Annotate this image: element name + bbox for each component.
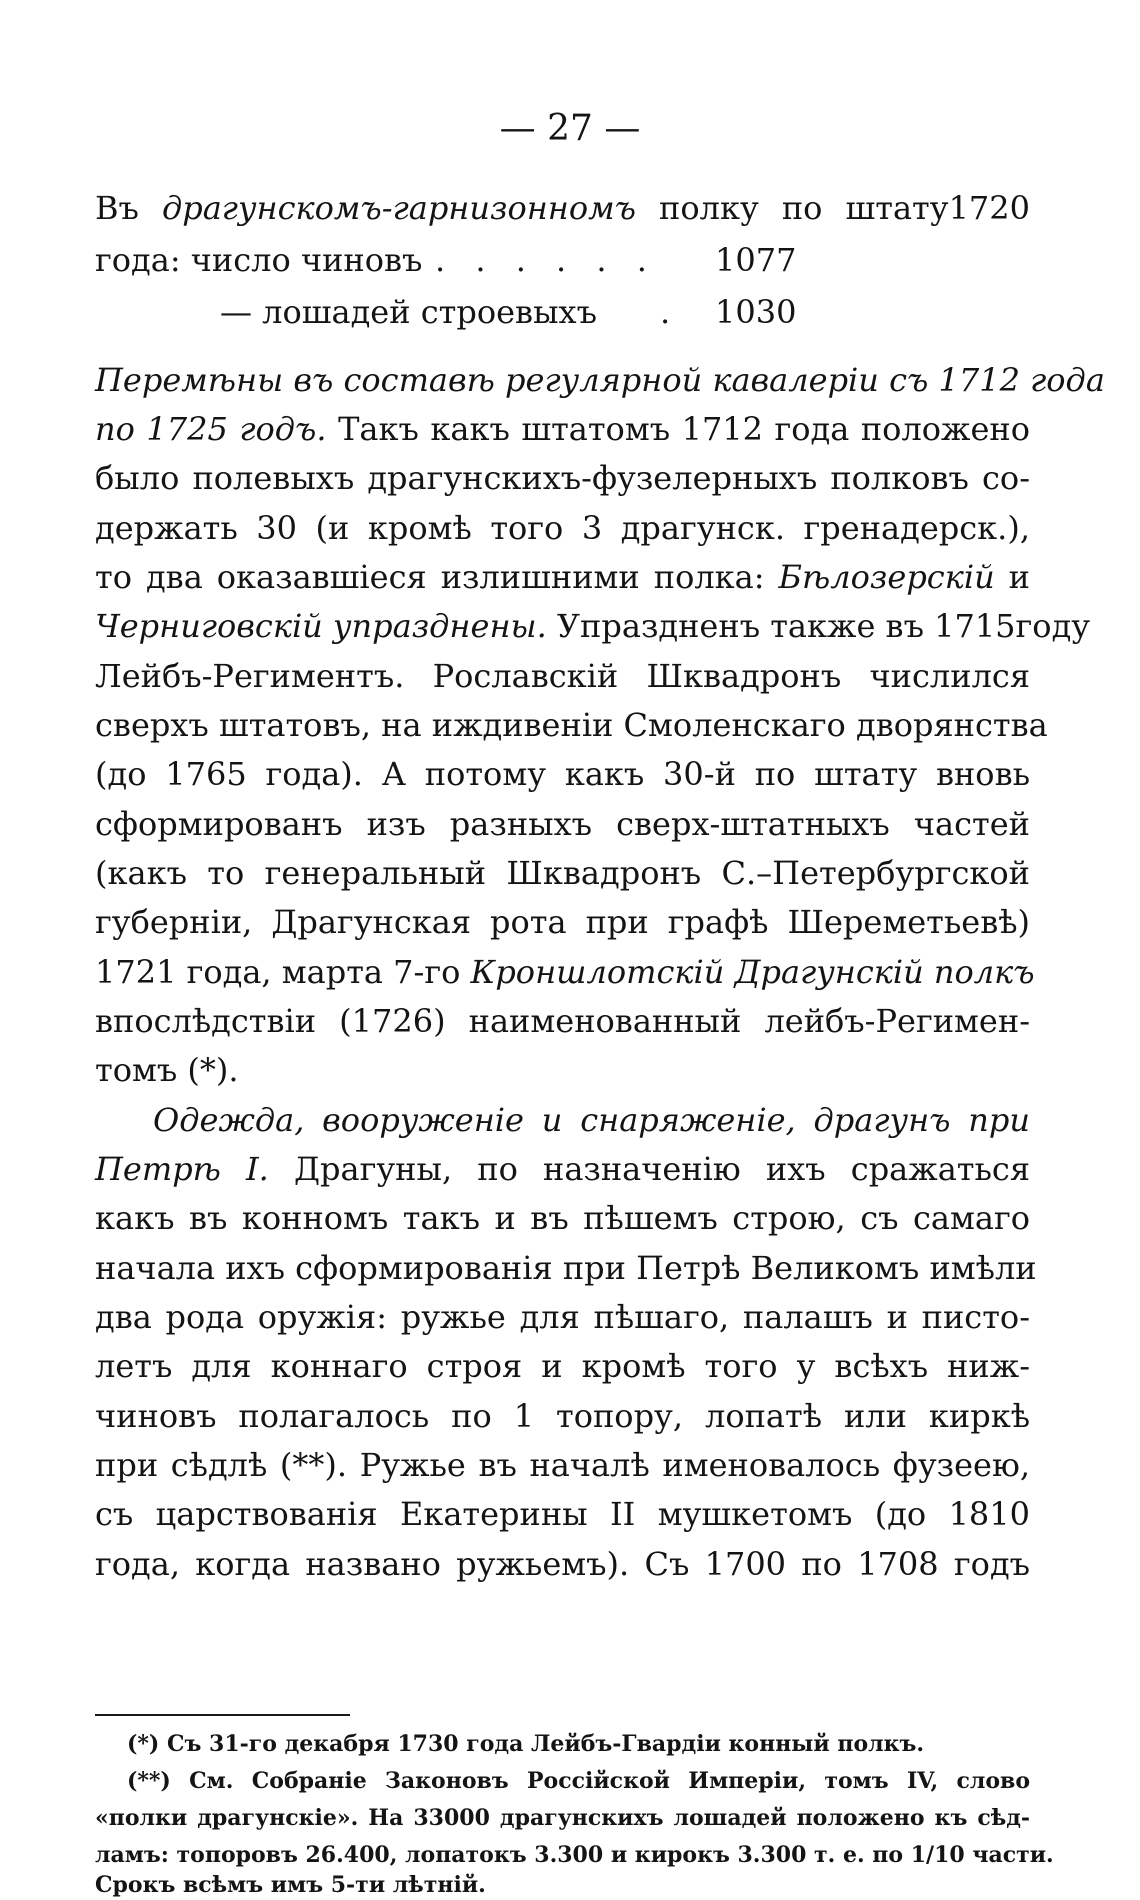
p1-line-2 (95, 409, 1030, 449)
table-row-ranks-value: 1077 (715, 241, 797, 279)
p1-line-5-b: и (994, 558, 1030, 596)
p2-line-9: съ царствованія Екатерины II мушкетомъ (до 1810 (95, 1495, 1030, 1533)
footnote-2-line-4: Срокъ всѣмъ имъ 5-ти лѣтній. (95, 1872, 486, 1898)
p1-line-6-italic: Черниговскій упразднены. (95, 607, 547, 645)
table-row-horses-dots: . (660, 293, 671, 331)
p1-line-14: впослѣдствіи (1726) наименованный лейбъ-Регимен- (95, 1002, 1030, 1040)
footnote-rule (95, 1714, 350, 1716)
p1-line-13 (95, 952, 1035, 992)
p1-line-12: губерніи, Драгунская рота при графѣ Шереметьевѣ) (95, 903, 1030, 941)
p1-line-11: (какъ то генеральный Шквадронъ С.–Петербургской (95, 854, 1030, 892)
table-row-ranks-dots: . . . . . . (435, 241, 657, 279)
p2-line-8: при сѣдлѣ (**). Ружье въ началѣ именовалось фузеею, (95, 1446, 1030, 1484)
table-intro-italic: драгунскомъ-гарнизонномъ (161, 189, 636, 227)
p1-line-7: Лейбъ-Региментъ. Рославскій Шквадронъ числился (95, 657, 1030, 695)
p1-line-6-rest: Упраздненъ также въ 1715году (546, 607, 1091, 645)
table-row-horses-label: — лошадей строевыхъ (220, 293, 597, 331)
p2-line-2-rest: Драгуны, по назначенію ихъ сражаться (268, 1150, 1031, 1188)
p2-line-6: летъ для коннаго строя и кромѣ того у всѣхъ ниж- (95, 1347, 1030, 1385)
table-intro-a: Въ (95, 189, 162, 227)
table-row-ranks-label: года: число чиновъ (95, 241, 423, 279)
p1-line-5-a: то два оказавшіеся излишними полка: (95, 558, 779, 596)
table-row-horses-value: 1030 (715, 293, 797, 331)
p2-line-7: чиновъ полагалось по 1 топору, лопатѣ или киркѣ (95, 1397, 1030, 1435)
p1-line-13-a: 1721 года, марта 7-го (95, 953, 471, 991)
p1-line-5 (95, 557, 1030, 597)
p2-line-5: два рода оружія: ружье для пѣшаго, палашъ и писто- (95, 1298, 1030, 1336)
p2-line-4: начала ихъ сформированія при Петрѣ Великомъ имѣли (95, 1249, 1037, 1287)
p1-line-10: сформированъ изъ разныхъ сверх-штатныхъ частей (95, 805, 1030, 843)
table-intro-line (95, 188, 1030, 228)
p1-line-13-italic: Кроншлотскій Драгунскій полкъ (470, 953, 1035, 991)
p2-line-1: Одежда, вооруженіе и снаряженіе, драгунъ при (153, 1101, 1030, 1139)
p1-line-1: Перемѣны въ составѣ регулярной кавалеріи съ 1712 года (95, 361, 1105, 399)
page-number: — 27 — (499, 108, 641, 149)
table-intro-c: полку по штату1720 (635, 189, 1031, 227)
p1-line-5-italic: Бѣлозерскій (778, 558, 995, 596)
footnote-2-line-1: (**) См. Собраніе Законовъ Россійской Имперіи, томъ IV, слово (127, 1768, 1030, 1794)
p2-line-2-italic: Петрѣ I. (95, 1150, 269, 1188)
footnote-1: (*) Съ 31-го декабря 1730 года Лейбъ-Гвардіи конный полкъ. (127, 1731, 925, 1757)
p1-line-15: томъ (*). (95, 1051, 239, 1089)
p1-line-9: (до 1765 года). А потому какъ 30-й по штату вновь (95, 755, 1030, 793)
footnote-2-line-2: «полки драгунскіе». На 33000 драгунскихъ лошадей положено къ сѣд- (95, 1805, 1030, 1831)
p2-line-3: какъ въ конномъ такъ и въ пѣшемъ строю, съ самаго (95, 1199, 1030, 1237)
p2-line-2 (95, 1149, 1030, 1189)
p1-line-3: было полевыхъ драгунскихъ-фузелерныхъ полковъ со- (95, 459, 1030, 497)
p1-line-8: сверхъ штатовъ, на иждивеніи Смоленскаго дворянства (95, 706, 1048, 744)
p1-line-4: держать 30 (и кромѣ того 3 драгунск. гренадерск.), (95, 509, 1030, 547)
footnote-2-line-3: ламъ: топоровъ 26.400, лопатокъ 3.300 и кирокъ 3.300 т. е. по 1/10 части. (95, 1842, 1054, 1868)
p1-line-2-italic: по 1725 годъ. (95, 410, 327, 448)
p2-line-10: года, когда названо ружьемъ). Съ 1700 по 1708 годъ (95, 1545, 1030, 1583)
p1-line-2-rest: Такъ какъ штатомъ 1712 года положено (326, 410, 1031, 448)
p1-line-6 (95, 606, 1091, 646)
